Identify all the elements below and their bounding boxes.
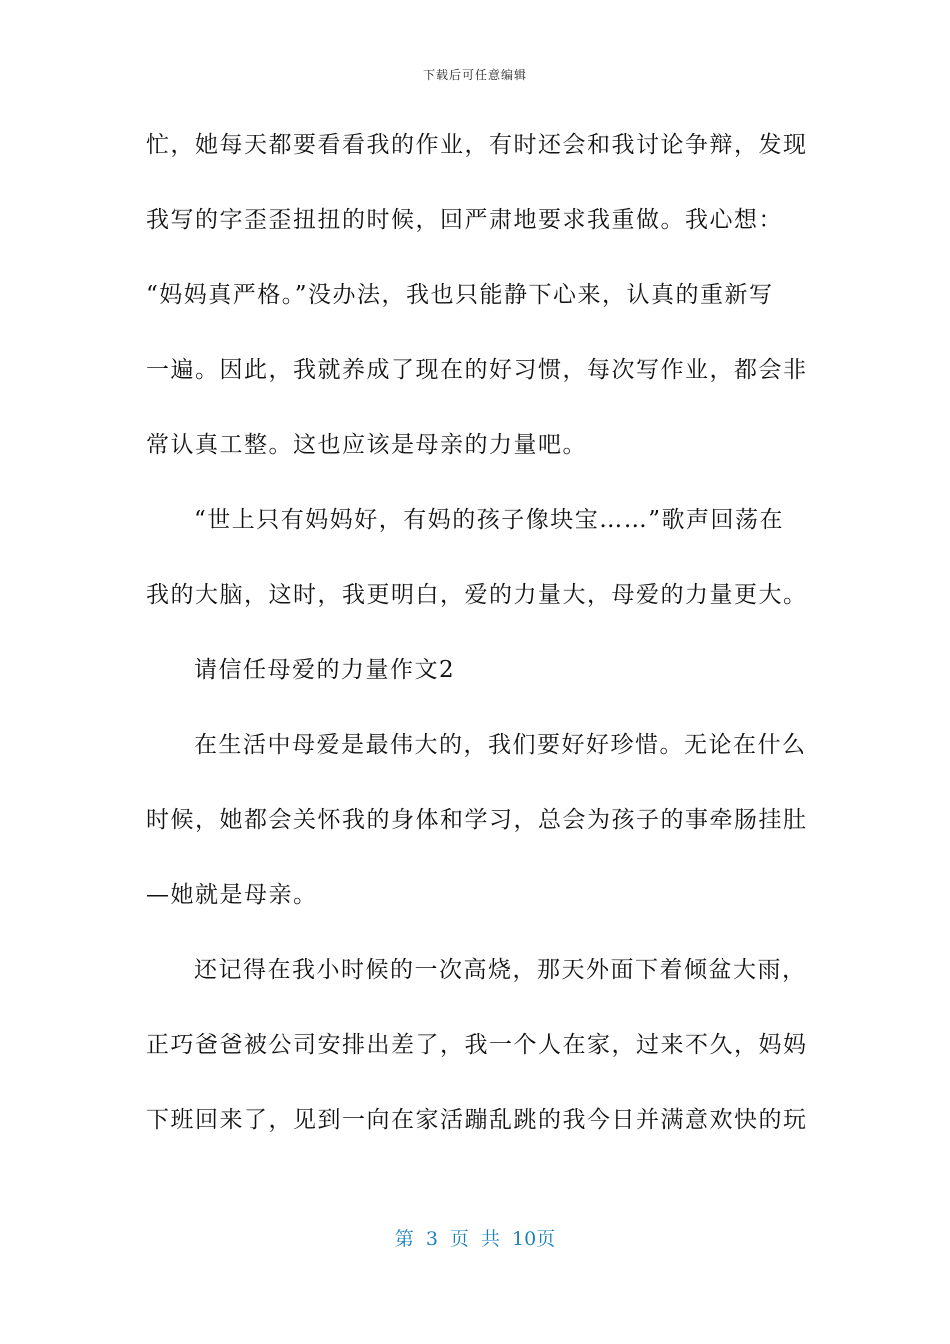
text-line: 正巧爸爸被公司安排出差了，我一个人在家，过来不久，妈妈 (146, 1032, 808, 1058)
text-line: 常认真工整。这也应该是母亲的力量吧。 (146, 432, 587, 458)
page-number-footer: 第 3 页 共 10页 (394, 1228, 556, 1250)
paragraph-start-line: 还记得在我小时候的一次高烧，那天外面下着倾盆大雨， (194, 957, 807, 983)
text-line: 我的大脑，这时，我更明白，爱的力量大，母爱的力量更大。 (146, 582, 808, 608)
text-line: 下班回来了，见到一向在家活蹦乱跳的我今日并满意欢快的玩 (146, 1107, 808, 1133)
text-line: “妈妈真严格。”没办法，我也只能静下心来，认真的重新写 (146, 282, 774, 308)
text-line: 一遍。因此，我就养成了现在的好习惯，每次写作业，都会非 (146, 357, 808, 383)
text-line: 我写的字歪歪扭扭的时候，回严肃地要求我重做。我心想： (146, 207, 783, 233)
section-title: 请信任母爱的力量作文2 (194, 657, 456, 683)
page-header-note: 下载后可任意编辑 (422, 68, 527, 82)
text-line: 忙，她每天都要看看我的作业，有时还会和我讨论争辩，发现 (146, 132, 808, 158)
paragraph-start-line: 在生活中母爱是最伟大的，我们要好好珍惜。无论在什么 (194, 732, 807, 758)
paragraph-start-line: “世上只有妈妈好，有妈的孩子像块宝……”歌声回荡在 (194, 507, 785, 533)
text-line: —她就是母亲。 (146, 882, 318, 908)
text-line: 时候，她都会关怀我的身体和学习，总会为孩子的事牵肠挂肚 (146, 807, 808, 833)
document-body (146, 118, 808, 1168)
